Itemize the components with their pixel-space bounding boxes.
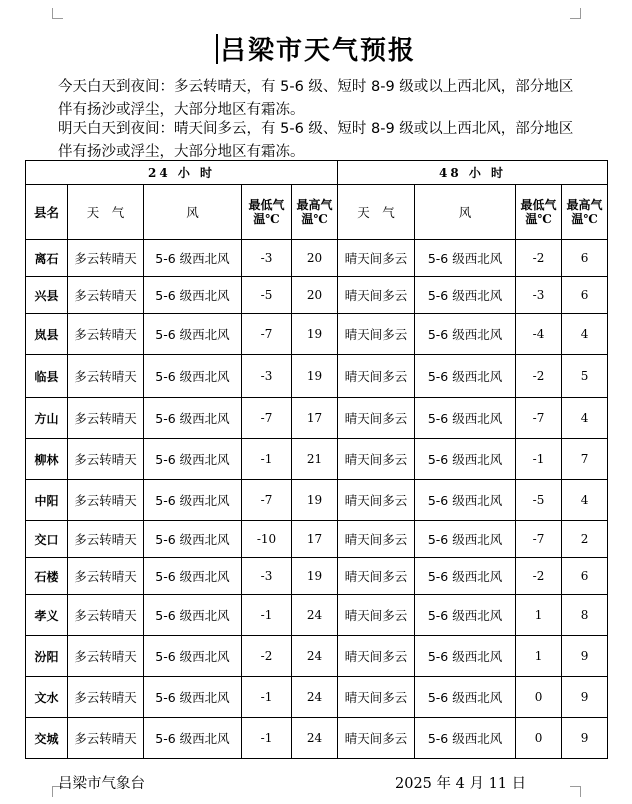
table-row <box>26 277 608 314</box>
col-header-weather-24h: 天 气 <box>68 185 144 240</box>
wind-48h-cell: 5-6 级西北风 <box>415 277 516 314</box>
max-temp-48h-cell: 4 <box>562 314 608 355</box>
wind-48h-cell: 5-6 级西北风 <box>415 398 516 439</box>
wind-24h-cell: 5-6 级西北风 <box>144 558 242 595</box>
weather-48h-cell: 晴天间多云 <box>338 636 415 677</box>
max-temp-24h-cell: 20 <box>292 277 338 314</box>
weather-48h-cell: 晴天间多云 <box>338 521 415 558</box>
table-row <box>26 355 608 398</box>
min-temp-24h-cell: -2 <box>242 636 292 677</box>
min-temp-24h-cell: -1 <box>242 718 292 759</box>
table-row <box>26 718 608 759</box>
wind-48h-cell: 5-6 级西北风 <box>415 636 516 677</box>
col-header-max-temp-24h: 最高气温℃ <box>292 185 338 240</box>
weather-48h-cell: 晴天间多云 <box>338 480 415 521</box>
min-temp-48h-cell: 0 <box>516 677 562 718</box>
wind-24h-cell: 5-6 级西北风 <box>144 398 242 439</box>
wind-24h-cell: 5-6 级西北风 <box>144 595 242 636</box>
wind-24h-cell: 5-6 级西北风 <box>144 677 242 718</box>
col-header-wind-48h: 风 <box>415 185 516 240</box>
min-temp-24h-cell: -7 <box>242 398 292 439</box>
forecast-today-line-1: 今天白天到夜间：多云转晴天，有 5-6 级、短时 8-9 级或以上西北风，部分地区 <box>58 79 574 95</box>
table-row <box>26 480 608 521</box>
wind-48h-cell: 5-6 级西北风 <box>415 314 516 355</box>
issue-date: 2025 年 4 月 11 日 <box>395 776 527 792</box>
wind-48h-cell: 5-6 级西北风 <box>415 595 516 636</box>
wind-48h-cell: 5-6 级西北风 <box>415 677 516 718</box>
county-cell: 交口 <box>26 521 68 558</box>
county-cell: 文水 <box>26 677 68 718</box>
weather-24h-cell: 多云转晴天 <box>68 718 144 759</box>
forecast-tomorrow-line-2: 伴有扬沙或浮尘，大部分地区有霜冻。 <box>58 144 305 160</box>
min-temp-24h-cell: -7 <box>242 480 292 521</box>
wind-24h-cell: 5-6 级西北风 <box>144 240 242 277</box>
table-row <box>26 439 608 480</box>
min-temp-48h-cell: 1 <box>516 595 562 636</box>
weather-48h-cell: 晴天间多云 <box>338 439 415 480</box>
wind-48h-cell: 5-6 级西北风 <box>415 558 516 595</box>
group-header-48h: 48 小 时 <box>338 161 608 185</box>
table-row <box>26 398 608 439</box>
min-temp-24h-cell: -3 <box>242 355 292 398</box>
weather-24h-cell: 多云转晴天 <box>68 595 144 636</box>
wind-48h-cell: 5-6 级西北风 <box>415 521 516 558</box>
county-cell: 岚县 <box>26 314 68 355</box>
forecast-tomorrow-paragraph[interactable] <box>58 118 598 164</box>
weather-24h-cell: 多云转晴天 <box>68 439 144 480</box>
max-temp-24h-cell: 24 <box>292 677 338 718</box>
min-temp-48h-cell: -7 <box>516 398 562 439</box>
county-cell: 孝义 <box>26 595 68 636</box>
col-header-weather-48h: 天 气 <box>338 185 415 240</box>
min-temp-24h-cell: -5 <box>242 277 292 314</box>
county-cell: 方山 <box>26 398 68 439</box>
col-header-min-temp-48h: 最低气温℃ <box>516 185 562 240</box>
min-temp-24h-cell: -3 <box>242 240 292 277</box>
page-margin-corner-top-left <box>52 8 63 19</box>
weather-24h-cell: 多云转晴天 <box>68 355 144 398</box>
table-row <box>26 314 608 355</box>
min-temp-48h-cell: -2 <box>516 558 562 595</box>
col-header-max-temp-48h: 最高气温℃ <box>562 185 608 240</box>
county-cell: 柳林 <box>26 439 68 480</box>
wind-24h-cell: 5-6 级西北风 <box>144 480 242 521</box>
weather-48h-cell: 晴天间多云 <box>338 398 415 439</box>
forecast-today-line-2: 伴有扬沙或浮尘，大部分地区有霜冻。 <box>58 102 305 118</box>
min-temp-48h-cell: -2 <box>516 240 562 277</box>
weather-24h-cell: 多云转晴天 <box>68 240 144 277</box>
weather-24h-cell: 多云转晴天 <box>68 521 144 558</box>
max-temp-24h-cell: 24 <box>292 718 338 759</box>
wind-24h-cell: 5-6 级西北风 <box>144 439 242 480</box>
max-temp-24h-cell: 21 <box>292 439 338 480</box>
max-temp-24h-cell: 24 <box>292 595 338 636</box>
max-temp-48h-cell: 7 <box>562 439 608 480</box>
min-temp-24h-cell: -1 <box>242 677 292 718</box>
weather-48h-cell: 晴天间多云 <box>338 677 415 718</box>
max-temp-48h-cell: 6 <box>562 240 608 277</box>
weather-24h-cell: 多云转晴天 <box>68 277 144 314</box>
wind-48h-cell: 5-6 级西北风 <box>415 480 516 521</box>
wind-24h-cell: 5-6 级西北风 <box>144 718 242 759</box>
max-temp-24h-cell: 24 <box>292 636 338 677</box>
weather-24h-cell: 多云转晴天 <box>68 677 144 718</box>
max-temp-48h-cell: 9 <box>562 636 608 677</box>
min-temp-24h-cell: -1 <box>242 595 292 636</box>
weather-48h-cell: 晴天间多云 <box>338 277 415 314</box>
wind-24h-cell: 5-6 级西北风 <box>144 521 242 558</box>
min-temp-48h-cell: -2 <box>516 355 562 398</box>
max-temp-48h-cell: 4 <box>562 480 608 521</box>
max-temp-24h-cell: 19 <box>292 355 338 398</box>
forecast-today-paragraph[interactable] <box>58 76 598 122</box>
county-cell: 离石 <box>26 240 68 277</box>
weather-48h-cell: 晴天间多云 <box>338 595 415 636</box>
max-temp-48h-cell: 8 <box>562 595 608 636</box>
county-cell: 临县 <box>26 355 68 398</box>
forecast-table <box>25 160 608 759</box>
max-temp-24h-cell: 19 <box>292 314 338 355</box>
weather-24h-cell: 多云转晴天 <box>68 636 144 677</box>
max-temp-24h-cell: 17 <box>292 398 338 439</box>
min-temp-48h-cell: 0 <box>516 718 562 759</box>
max-temp-24h-cell: 19 <box>292 480 338 521</box>
max-temp-48h-cell: 6 <box>562 277 608 314</box>
wind-24h-cell: 5-6 级西北风 <box>144 277 242 314</box>
wind-24h-cell: 5-6 级西北风 <box>144 636 242 677</box>
col-header-county: 县名 <box>26 185 68 240</box>
county-cell: 中阳 <box>26 480 68 521</box>
county-cell: 石楼 <box>26 558 68 595</box>
max-temp-24h-cell: 17 <box>292 521 338 558</box>
max-temp-48h-cell: 5 <box>562 355 608 398</box>
group-header-24h: 24 小 时 <box>26 161 338 185</box>
max-temp-48h-cell: 9 <box>562 718 608 759</box>
page-title-text: 吕梁市天气预报 <box>219 36 416 66</box>
max-temp-48h-cell: 2 <box>562 521 608 558</box>
table-row <box>26 240 608 277</box>
min-temp-48h-cell: -5 <box>516 480 562 521</box>
weather-24h-cell: 多云转晴天 <box>68 314 144 355</box>
county-cell: 汾阳 <box>26 636 68 677</box>
weather-24h-cell: 多云转晴天 <box>68 558 144 595</box>
table-row <box>26 636 608 677</box>
wind-48h-cell: 5-6 级西北风 <box>415 355 516 398</box>
weather-24h-cell: 多云转晴天 <box>68 398 144 439</box>
col-header-min-temp-24h: 最低气温℃ <box>242 185 292 240</box>
min-temp-48h-cell: -3 <box>516 277 562 314</box>
county-cell: 兴县 <box>26 277 68 314</box>
max-temp-48h-cell: 4 <box>562 398 608 439</box>
wind-48h-cell: 5-6 级西北风 <box>415 439 516 480</box>
forecast-tomorrow-line-1: 明天白天到夜间：晴天间多云，有 5-6 级、短时 8-9 级或以上西北风，部分地区 <box>58 121 574 137</box>
min-temp-48h-cell: -4 <box>516 314 562 355</box>
wind-24h-cell: 5-6 级西北风 <box>144 355 242 398</box>
min-temp-24h-cell: -10 <box>242 521 292 558</box>
min-temp-24h-cell: -3 <box>242 558 292 595</box>
wind-48h-cell: 5-6 级西北风 <box>415 718 516 759</box>
min-temp-48h-cell: -7 <box>516 521 562 558</box>
col-header-wind-24h: 风 <box>144 185 242 240</box>
wind-24h-cell: 5-6 级西北风 <box>144 314 242 355</box>
table-row <box>26 521 608 558</box>
county-cell: 交城 <box>26 718 68 759</box>
max-temp-24h-cell: 20 <box>292 240 338 277</box>
max-temp-48h-cell: 6 <box>562 558 608 595</box>
min-temp-24h-cell: -7 <box>242 314 292 355</box>
page-margin-corner-top-right <box>570 8 581 19</box>
issuer-name: 吕梁市气象台 <box>58 776 145 792</box>
weather-48h-cell: 晴天间多云 <box>338 314 415 355</box>
text-cursor <box>216 34 218 64</box>
table-row <box>26 558 608 595</box>
weather-48h-cell: 晴天间多云 <box>338 558 415 595</box>
min-temp-48h-cell: 1 <box>516 636 562 677</box>
min-temp-24h-cell: -1 <box>242 439 292 480</box>
weather-48h-cell: 晴天间多云 <box>338 718 415 759</box>
weather-48h-cell: 晴天间多云 <box>338 240 415 277</box>
table-row <box>26 677 608 718</box>
weather-48h-cell: 晴天间多云 <box>338 355 415 398</box>
wind-48h-cell: 5-6 级西北风 <box>415 240 516 277</box>
weather-24h-cell: 多云转晴天 <box>68 480 144 521</box>
page-margin-corner-bottom-right <box>570 786 581 797</box>
max-temp-48h-cell: 9 <box>562 677 608 718</box>
max-temp-24h-cell: 19 <box>292 558 338 595</box>
table-row <box>26 595 608 636</box>
min-temp-48h-cell: -1 <box>516 439 562 480</box>
page-title[interactable] <box>0 30 632 67</box>
